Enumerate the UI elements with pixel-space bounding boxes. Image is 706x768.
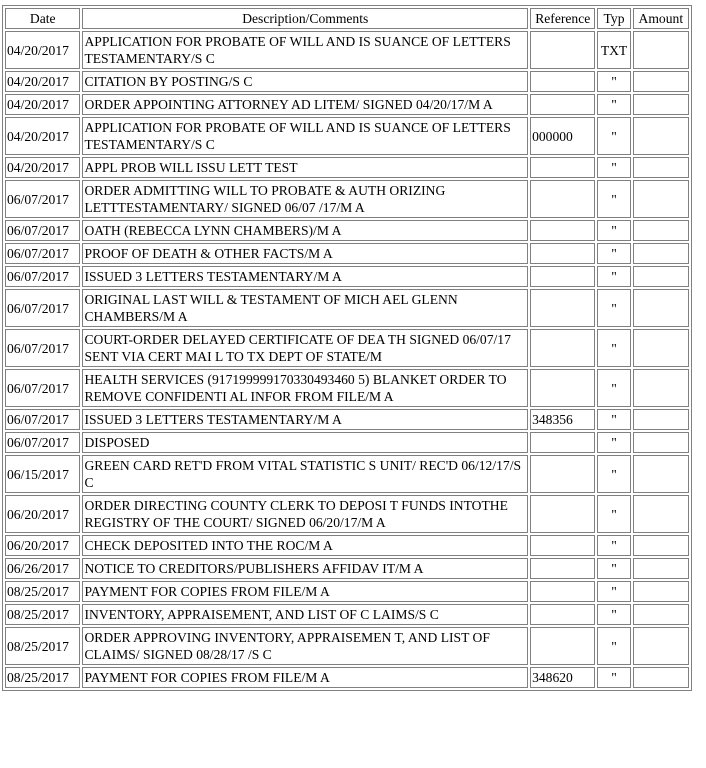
entry-type: ": [597, 667, 630, 688]
entry-amount: [633, 94, 689, 115]
entry-type: ": [597, 94, 630, 115]
entry-reference: [530, 157, 595, 178]
entry-type: ": [597, 409, 630, 430]
entry-type: ": [597, 266, 630, 287]
entry-type: ": [597, 558, 630, 579]
entry-type: ": [597, 604, 630, 625]
entry-description: ISSUED 3 LETTERS TESTAMENTARY/M A: [82, 409, 528, 430]
entry-reference: [530, 558, 595, 579]
table-row: [5, 604, 689, 625]
entry-description: ISSUED 3 LETTERS TESTAMENTARY/M A: [82, 266, 528, 287]
entry-type: TXT: [597, 31, 630, 69]
entry-description: ORIGINAL LAST WILL & TESTAMENT OF MICH AEL GLENN CHAMBERS/M A: [82, 289, 528, 327]
entry-reference: [530, 369, 595, 407]
entry-date: 06/20/2017: [5, 495, 80, 533]
entry-description: COURT-ORDER DELAYED CERTIFICATE OF DEA TH SIGNED 06/07/17 SENT VIA CERT MAI L TO TX DEPT OF STATE/M: [82, 329, 528, 367]
entry-amount: [633, 117, 689, 155]
entry-type: ": [597, 329, 630, 367]
entry-amount: [633, 535, 689, 556]
entry-amount: [633, 667, 689, 688]
entry-type: ": [597, 627, 630, 665]
table-row: [5, 289, 689, 327]
entry-description: PROOF OF DEATH & OTHER FACTS/M A: [82, 243, 528, 264]
entry-description: PAYMENT FOR COPIES FROM FILE/M A: [82, 581, 528, 602]
entry-reference: [530, 266, 595, 287]
entry-date: 06/07/2017: [5, 329, 80, 367]
entry-description: ORDER ADMITTING WILL TO PROBATE & AUTH ORIZING LETTTESTAMENTARY/ SIGNED 06/07 /17/M A: [82, 180, 528, 218]
entry-reference: [530, 329, 595, 367]
table-row: [5, 117, 689, 155]
entry-date: 06/07/2017: [5, 243, 80, 264]
table-row: [5, 432, 689, 453]
table-row: [5, 667, 689, 688]
entry-date: 06/26/2017: [5, 558, 80, 579]
entry-type: ": [597, 369, 630, 407]
entry-date: 04/20/2017: [5, 71, 80, 92]
entry-type: ": [597, 71, 630, 92]
entry-reference: [530, 627, 595, 665]
entry-date: 06/07/2017: [5, 266, 80, 287]
table-row: [5, 558, 689, 579]
amount-column-header: Amount: [633, 8, 689, 29]
entry-date: 06/07/2017: [5, 180, 80, 218]
entry-date: 08/25/2017: [5, 667, 80, 688]
entry-type: ": [597, 455, 630, 493]
entry-amount: [633, 243, 689, 264]
entry-amount: [633, 581, 689, 602]
table-row: [5, 31, 689, 69]
table-row: [5, 581, 689, 602]
entry-date: 08/25/2017: [5, 627, 80, 665]
entry-reference: [530, 581, 595, 602]
entry-description: NOTICE TO CREDITORS/PUBLISHERS AFFIDAV IT/M A: [82, 558, 528, 579]
entry-reference: [530, 289, 595, 327]
entry-description: GREEN CARD RET'D FROM VITAL STATISTIC S UNIT/ REC'D 06/12/17/S C: [82, 455, 528, 493]
table-row: [5, 94, 689, 115]
description-column-header: Description/Comments: [82, 8, 528, 29]
entry-reference: [530, 604, 595, 625]
entry-date: 06/07/2017: [5, 289, 80, 327]
entry-reference: 348356: [530, 409, 595, 430]
entry-reference: [530, 455, 595, 493]
entry-amount: [633, 31, 689, 69]
entry-reference: [530, 432, 595, 453]
entry-date: 08/25/2017: [5, 581, 80, 602]
table-row: [5, 455, 689, 493]
entry-reference: 000000: [530, 117, 595, 155]
entry-reference: [530, 220, 595, 241]
entry-amount: [633, 495, 689, 533]
entry-description: CHECK DEPOSITED INTO THE ROC/M A: [82, 535, 528, 556]
entry-description: ORDER DIRECTING COUNTY CLERK TO DEPOSI T FUNDS INTOTHE REGISTRY OF THE COURT/ SIGNED 06/20/17/M A: [82, 495, 528, 533]
entry-amount: [633, 266, 689, 287]
entry-description: APPLICATION FOR PROBATE OF WILL AND IS SUANCE OF LETTERS TESTAMENTARY/S C: [82, 117, 528, 155]
entry-amount: [633, 329, 689, 367]
entry-description: APPL PROB WILL ISSU LETT TEST: [82, 157, 528, 178]
table-row: [5, 329, 689, 367]
entry-description: ORDER APPROVING INVENTORY, APPRAISEMEN T, AND LIST OF CLAIMS/ SIGNED 08/28/17 /S C: [82, 627, 528, 665]
entry-type: ": [597, 535, 630, 556]
type-column-header: Typ: [597, 8, 630, 29]
entry-description: PAYMENT FOR COPIES FROM FILE/M A: [82, 667, 528, 688]
entry-reference: [530, 31, 595, 69]
entry-date: 06/07/2017: [5, 220, 80, 241]
entry-reference: [530, 495, 595, 533]
entry-date: 06/07/2017: [5, 432, 80, 453]
table-row: [5, 180, 689, 218]
entry-date: 06/15/2017: [5, 455, 80, 493]
entry-type: ": [597, 243, 630, 264]
table-row: [5, 535, 689, 556]
table-row: [5, 369, 689, 407]
entry-reference: [530, 180, 595, 218]
entry-amount: [633, 369, 689, 407]
entry-type: ": [597, 495, 630, 533]
entry-type: ": [597, 220, 630, 241]
entry-amount: [633, 180, 689, 218]
entry-date: 06/20/2017: [5, 535, 80, 556]
table-row: [5, 409, 689, 430]
entry-type: ": [597, 289, 630, 327]
reference-column-header: Reference: [530, 8, 595, 29]
entry-date: 04/20/2017: [5, 117, 80, 155]
header-row: [5, 8, 689, 29]
entry-description: CITATION BY POSTING/S C: [82, 71, 528, 92]
entry-amount: [633, 627, 689, 665]
entry-reference: [530, 535, 595, 556]
entry-reference: 348620: [530, 667, 595, 688]
entry-date: 08/25/2017: [5, 604, 80, 625]
entry-amount: [633, 71, 689, 92]
entry-description: DISPOSED: [82, 432, 528, 453]
entry-amount: [633, 220, 689, 241]
entry-reference: [530, 94, 595, 115]
entry-description: ORDER APPOINTING ATTORNEY AD LITEM/ SIGNED 04/20/17/M A: [82, 94, 528, 115]
entry-description: INVENTORY, APPRAISEMENT, AND LIST OF C LAIMS/S C: [82, 604, 528, 625]
entry-reference: [530, 71, 595, 92]
table-row: [5, 627, 689, 665]
entry-date: 04/20/2017: [5, 157, 80, 178]
entry-date: 04/20/2017: [5, 94, 80, 115]
table-row: [5, 71, 689, 92]
docket-table: [2, 5, 692, 691]
entry-type: ": [597, 117, 630, 155]
entry-type: ": [597, 432, 630, 453]
table-row: [5, 243, 689, 264]
entry-amount: [633, 558, 689, 579]
entry-description: APPLICATION FOR PROBATE OF WILL AND IS SUANCE OF LETTERS TESTAMENTARY/S C: [82, 31, 528, 69]
entry-amount: [633, 289, 689, 327]
entry-description: HEALTH SERVICES (917199999170330493460 5) BLANKET ORDER TO REMOVE CONFIDENTI AL INFOR FROM FILE/M A: [82, 369, 528, 407]
entry-type: ": [597, 581, 630, 602]
date-column-header: Date: [5, 8, 80, 29]
table-row: [5, 157, 689, 178]
entry-amount: [633, 409, 689, 430]
docket-rows: [5, 31, 689, 688]
entry-amount: [633, 455, 689, 493]
entry-amount: [633, 432, 689, 453]
entry-reference: [530, 243, 595, 264]
entry-date: 06/07/2017: [5, 369, 80, 407]
entry-amount: [633, 604, 689, 625]
entry-date: 04/20/2017: [5, 31, 80, 69]
entry-description: OATH (REBECCA LYNN CHAMBERS)/M A: [82, 220, 528, 241]
entry-amount: [633, 157, 689, 178]
table-row: [5, 266, 689, 287]
table-row: [5, 495, 689, 533]
entry-date: 06/07/2017: [5, 409, 80, 430]
entry-type: ": [597, 157, 630, 178]
table-row: [5, 220, 689, 241]
entry-type: ": [597, 180, 630, 218]
